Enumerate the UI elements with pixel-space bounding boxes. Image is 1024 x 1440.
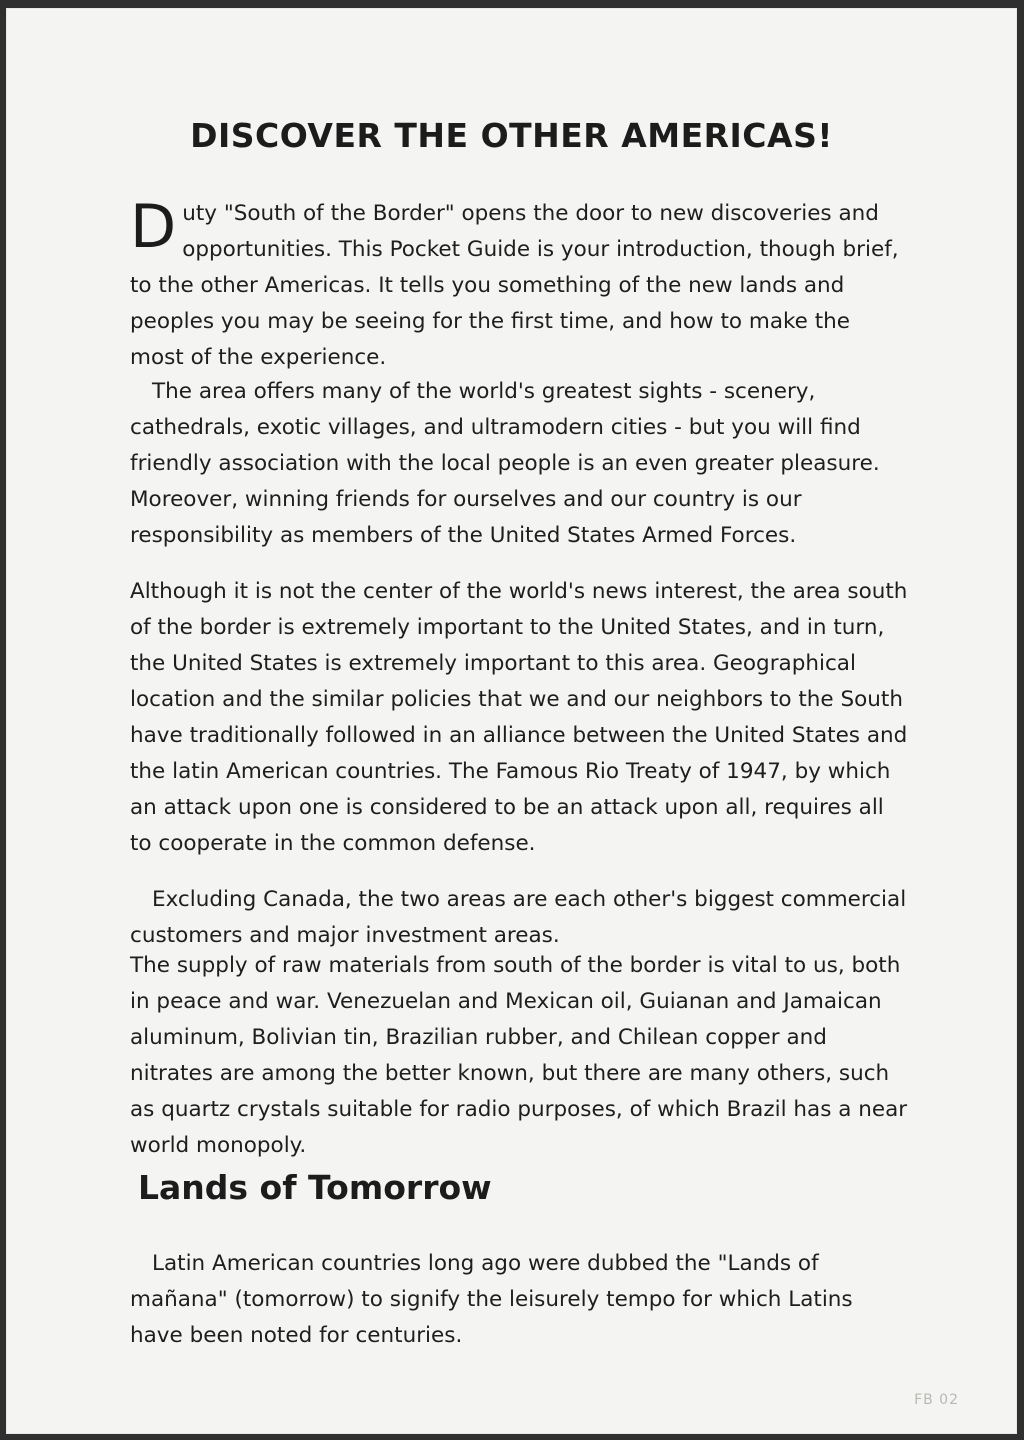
section-heading: Lands of Tomorrow [138, 1168, 492, 1207]
paragraph-trade: Excluding Canada, the two areas are each other's biggest commercial customers and major investment areas. [130, 887, 907, 948]
paragraph-importance: Although it is not the center of the world's news interest, the area south of the border is extremely important to the United States, and in turn, the United States is extremely important to this area. Geographical location and the similar policies that we and our neighbors to the South have traditionally followed in an alliance between the United States and the latin American countries. The Famous Rio Treaty of 1947, by which an attack upon one is considered to be an attack upon all, requires all to cooperate in the common defense. [130, 579, 908, 856]
paragraph-tomorrow: Latin American countries long ago were dubbed the "Lands of mañana" (tomorrow) to signify the leisurely tempo for which Latins have been noted for centuries. [130, 1251, 853, 1348]
paper-sheet [6, 8, 1017, 1434]
drop-cap: D [130, 192, 177, 262]
paragraph-intro [130, 192, 908, 376]
paragraph-raw-materials: The supply of raw materials from south of the border is vital to us, both in peace and war. Venezuelan and Mexican oil, Guianan and Jamaican aluminum, Bolivian tin, Brazilian rubber, and Chilean copper and nitrates are among the better known, but there are many others, such as quartz crystals suitable for radio purposes, of which Brazil has a near world monopoly. [130, 953, 908, 1158]
corner-mark: FB 02 [914, 1392, 959, 1408]
page-title: DISCOVER THE OTHER AMERICAS! [190, 116, 833, 155]
paragraph-sights: The area offers many of the world's greatest sights - scenery, cathedrals, exotic villages, and ultramodern cities - but you will find friendly association with the local people is an even greater pleasure. Moreover, winning friends for ourselves and our country is our responsibility as members of the United States Armed Forces. [130, 379, 880, 548]
paragraph-intro-text: uty "South of the Border" opens the door to new discoveries and opportunities. This Pocket Guide is your introduction, though brief, to the other Americas. It tells you something of the new lands and peoples you may be seeing for the first time, and how to make the most of the experience. [130, 201, 899, 370]
